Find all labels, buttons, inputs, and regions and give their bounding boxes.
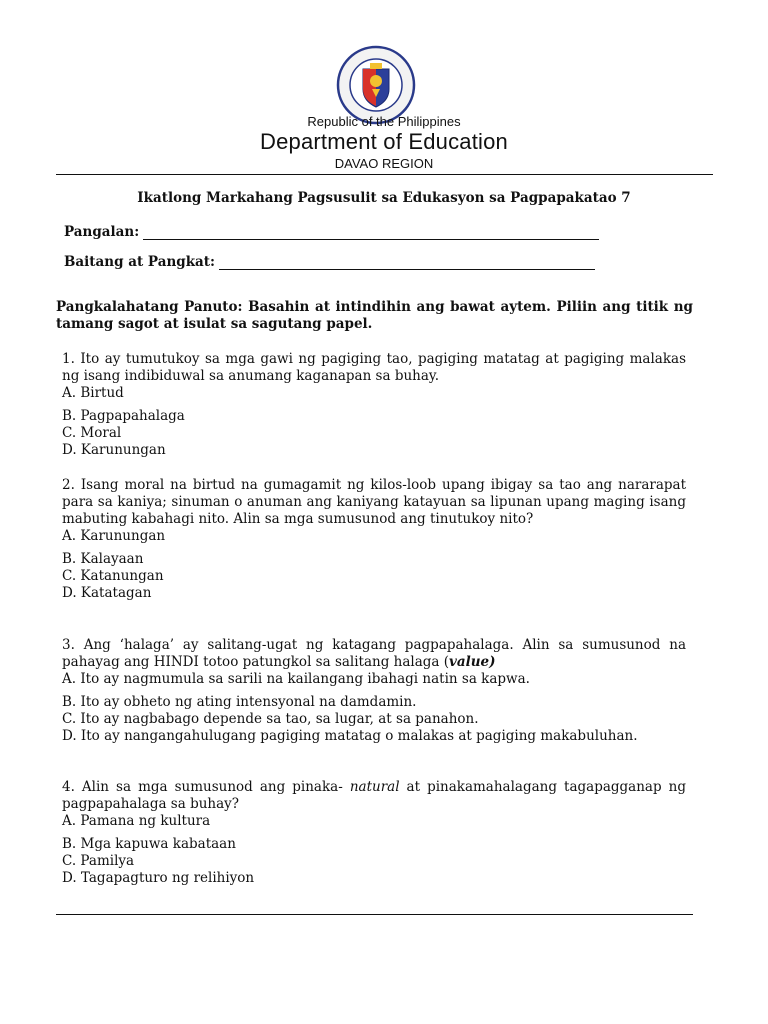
option-d: D. Katatagan bbox=[62, 585, 152, 601]
footer-divider bbox=[56, 914, 693, 915]
option-c: C. Moral bbox=[62, 425, 122, 441]
option-b: B. Ito ay obheto ng ating intensyonal na damdamin. bbox=[62, 694, 417, 710]
option-b: B. Kalayaan bbox=[62, 551, 144, 567]
header-divider bbox=[56, 174, 713, 175]
department-title: Department of Education bbox=[260, 129, 508, 154]
question-stem bbox=[62, 637, 686, 671]
question-stem: 2. Isang moral na birtud na gumagamit ng kilos-loob upang ibigay sa tao ang nararapat para sa kaniya; sinuman o anuman ang kaniyang katayuan sa lipunan upang maging isang mabuting kabahagi nito. Alin sa mga sumusunod ang tinutukoy nito? bbox=[62, 477, 686, 527]
option-d: D. Tagapagturo ng relihiyon bbox=[62, 870, 255, 886]
general-instructions: Pangkalahatang Panuto: Basahin at intindihin ang bawat aytem. Piliin ang titik ng tamang sagot at isulat sa sagutang papel. bbox=[56, 299, 693, 332]
question-stem-emphasis: value) bbox=[449, 654, 496, 670]
question-stem bbox=[62, 779, 686, 813]
option-a: A. Ito ay nagmumula sa sarili na kailangang ibahagi natin sa kapwa. bbox=[62, 671, 530, 687]
option-a: A. Pamana ng kultura bbox=[62, 813, 211, 829]
region-label: DAVAO REGION bbox=[334, 156, 434, 171]
republic-label: Republic of the Philippines bbox=[307, 114, 461, 129]
exam-title: Ikatlong Markahang Pagsusulit sa Edukasyon sa Pagpapakatao 7 bbox=[137, 190, 631, 206]
question-1 bbox=[62, 351, 686, 459]
name-blank-line bbox=[143, 225, 599, 240]
option-a: A. Birtud bbox=[62, 385, 124, 401]
name-field bbox=[64, 224, 599, 240]
grade-section-field bbox=[64, 254, 595, 270]
question-stem-text: 4. Alin sa mga sumusunod ang pinaka- bbox=[62, 779, 350, 795]
option-a: A. Karunungan bbox=[62, 528, 166, 544]
option-d: D. Karunungan bbox=[62, 442, 166, 458]
deped-seal-icon bbox=[336, 45, 416, 125]
question-stem: 1. Ito ay tumutukoy sa mga gawi ng pagiging tao, pagiging matatag at pagiging malakas ng isang indibiduwal sa anumang kaganapan sa buhay. bbox=[62, 351, 686, 384]
name-label: Pangalan: bbox=[64, 224, 140, 240]
option-c: C. Katanungan bbox=[62, 568, 164, 584]
question-3 bbox=[62, 637, 686, 745]
option-b: B. Pagpapahalaga bbox=[62, 408, 185, 424]
option-c: C. Pamilya bbox=[62, 853, 135, 869]
option-c: C. Ito ay nagbabago depende sa tao, sa lugar, at sa panahon. bbox=[62, 711, 479, 727]
question-4 bbox=[62, 779, 686, 887]
question-stem-text: 3. Ang ‘halaga’ ay salitang-ugat ng katagang pagpapahalaga. Alin sa sumusunod na pahayag ang HINDI totoo patungkol sa salitang halaga ( bbox=[62, 637, 686, 670]
question-2 bbox=[62, 477, 686, 602]
option-d: D. Ito ay nangangahulugang pagiging matatag o malakas at pagiging makabuluhan. bbox=[62, 728, 638, 744]
grade-section-label: Baitang at Pangkat: bbox=[64, 254, 216, 270]
option-b: B. Mga kapuwa kabataan bbox=[62, 836, 236, 852]
grade-section-blank-line bbox=[219, 255, 595, 270]
question-stem-emphasis: natural bbox=[349, 779, 400, 795]
question-stem-text-end: at pinakamahalagang tagapagganap ng pagpapahalaga sa buhay? bbox=[62, 779, 686, 812]
